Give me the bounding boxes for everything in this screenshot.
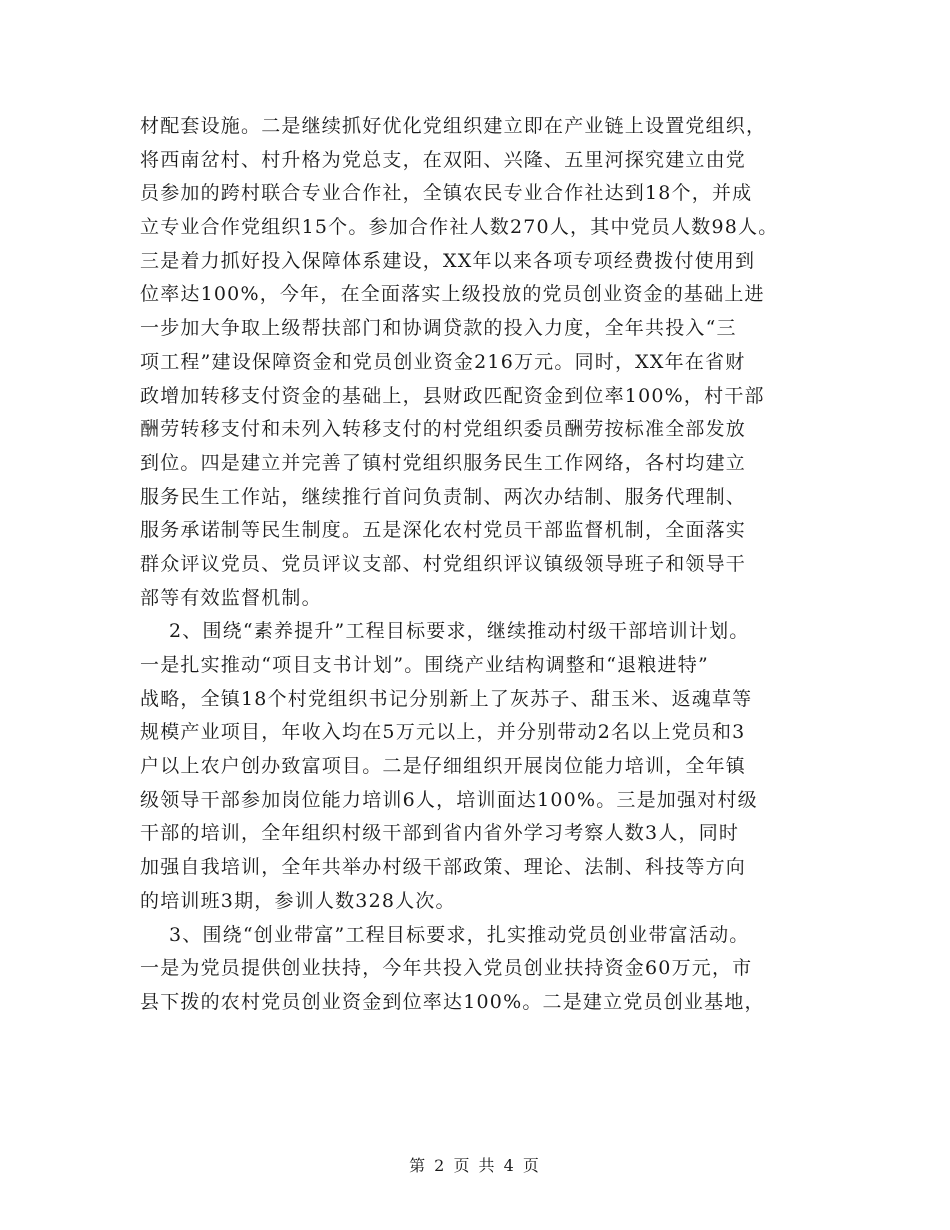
text-line: 一是为党员提供创业扶持，今年共投入党员创业扶持资金60万元，市 [140, 957, 753, 980]
text-line: 一是扎实推动“项目支书计划”。围绕产业结构调整和“退粮进特” [140, 654, 709, 676]
text-line: 3、围绕“创业带富”工程目标要求，扎实推动党员创业带富活动。 [140, 923, 750, 946]
text-line: 战略，全镇18个村党组织书记分别新上了灰苏子、甜玉米、返魂草等 [140, 687, 753, 710]
text-line: 服务民生工作站，继续推行首问负责制、两次办结制、服务代理制、 [140, 485, 747, 508]
text-line: 服务承诺制等民生制度。五是深化农村党员干部监督机制，全面落实 [140, 519, 747, 542]
text-line: 到位。四是建立并完善了镇村党组织服务民生工作网络，各村均建立 [140, 451, 747, 474]
text-line: 户以上农户创办致富项目。二是仔细组织开展岗位能力培训，全年镇 [140, 755, 747, 778]
text-line: 一步加大争取上级帮扶部门和协调贷款的投入力度，全年共投入“三 [140, 317, 737, 340]
text-line: 2、围绕“素养提升”工程目标要求，继续推动村级干部培训计划。 [140, 620, 750, 643]
body-text [140, 110, 840, 1020]
text-line: 群众评议党员、党员评议支部、村党组织评议镇级领导班子和领导干 [140, 552, 747, 575]
text-line: 部等有效监督机制。 [140, 586, 322, 609]
text-line: 项工程”建设保障资金和党员创业资金216万元。同时，XX年在省财 [140, 350, 746, 373]
text-line: 酬劳转移支付和未列入转移支付的村党组织委员酬劳按标准全部发放 [140, 418, 747, 441]
text-line: 的培训班3期，参训人数328人次。 [140, 889, 456, 912]
text-line: 将西南岔村、村升格为党总支，在双阳、兴隆、五里河探究建立由党 [140, 148, 747, 171]
text-line: 加强自我培训，全年共举办村级干部政策、理论、法制、科技等方向 [140, 856, 747, 879]
text-line: 三是着力抓好投入保障体系建设，XX年以来各项专项经费拨付使用到 [140, 249, 756, 272]
text-line: 政增加转移支付资金的基础上，县财政匹配资金到位率100%，村干部 [140, 384, 765, 407]
page-footer: 第 2 页 共 4 页 [409, 1156, 541, 1175]
text-line: 位率达100%，今年，在全面落实上级投放的党员创业资金的基础上进 [140, 283, 765, 306]
text-line: 规模产业项目，年收入均在5万元以上，并分别带动2名以上党员和3 [140, 721, 746, 744]
text-line: 立专业合作党组织15个。参加合作社人数270人，其中党员人数98人。 [140, 216, 779, 239]
text-line: 级领导干部参加岗位能力培训6人，培训面达100%。三是加强对村级 [140, 788, 758, 811]
text-line: 员参加的跨村联合专业合作社，全镇农民专业合作社达到18个，并成 [140, 182, 753, 205]
text-line: 材配套设施。二是继续抓好优化党组织建立即在产业链上设置党组织， [140, 115, 767, 137]
text-line: 干部的培训，全年组织村级干部到省内省外学习考察人数3人，同时 [140, 822, 740, 845]
text-line: 县下拨的农村党员创业资金到位率达100%。二是建立党员创业基地， [140, 990, 765, 1013]
